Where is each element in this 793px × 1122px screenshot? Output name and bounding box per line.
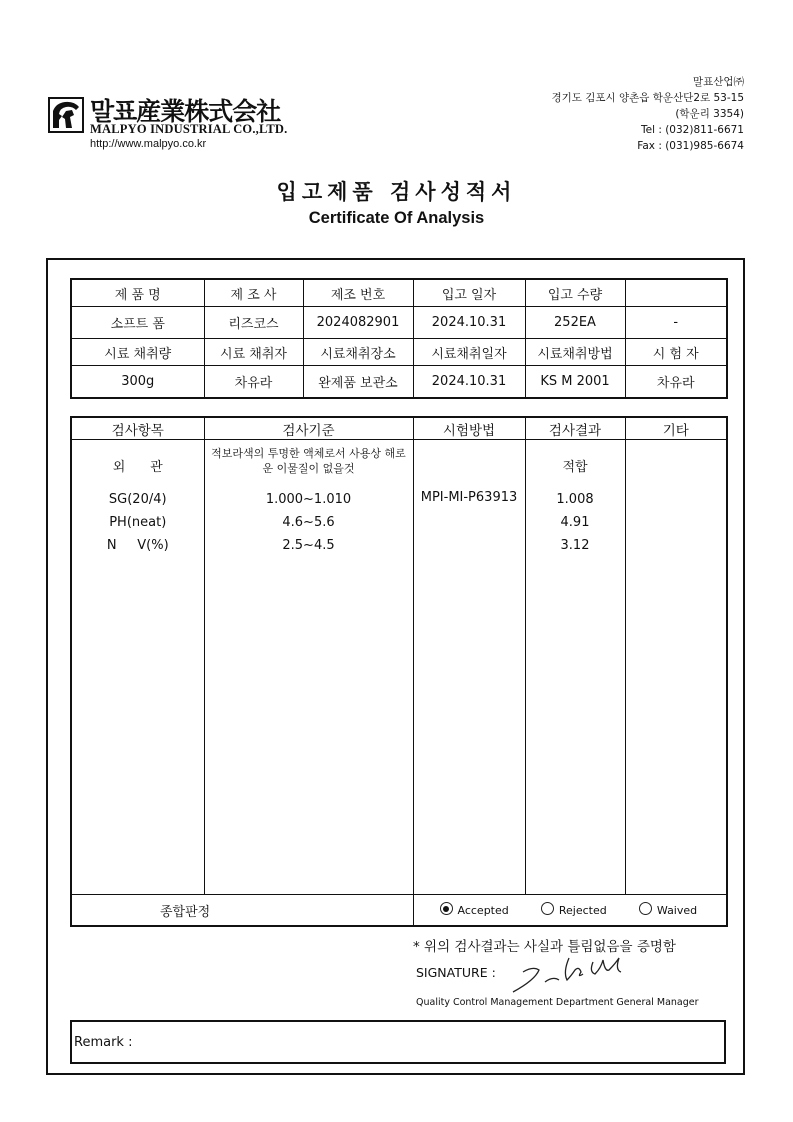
header-cell: 제조 번호 (303, 279, 413, 307)
method-sg: MPI-MI-P63913 (420, 490, 518, 505)
result-ph: 4.91 (560, 515, 590, 530)
header-cell: 입고 수량 (525, 279, 625, 307)
address-line: 말표산업㈜ (692, 76, 744, 88)
waived-option[interactable] (639, 902, 697, 917)
document-title-ko: 입고제품 검사성적서 (276, 180, 517, 204)
signature-icon (505, 950, 635, 995)
header-cell: 시 험 자 (625, 339, 727, 366)
header-cell: 기타 (625, 417, 727, 440)
address-line: Fax : (031)985-6674 (637, 140, 744, 152)
value-cell: 252EA (525, 307, 625, 339)
item-sg: SG(20/4) (108, 492, 167, 507)
radio-unchecked-icon[interactable] (541, 902, 554, 915)
company-logo-icon (48, 97, 84, 133)
radio-checked-icon[interactable] (440, 902, 453, 915)
header-cell: 검사기준 (204, 417, 413, 440)
standards-column (204, 440, 413, 895)
result-appearance: 적합 (562, 460, 588, 475)
company-address (551, 74, 744, 154)
company-name-ko: 말표産業株式会社 (90, 97, 281, 126)
address-line: Tel : (032)811-6671 (640, 124, 744, 136)
item-nv: N V(%) (106, 538, 169, 553)
rejected-option[interactable] (541, 902, 607, 917)
value-cell: 소프트 폼 (71, 307, 204, 339)
value-cell: 완제품 보관소 (303, 366, 413, 399)
standard-appearance: 적보라색의 투명한 액체로서 사용상 해로운 이물질이 없을것 (211, 447, 406, 475)
items-column (71, 440, 204, 895)
header-cell: 시험방법 (413, 417, 525, 440)
header-cell: 제 조 사 (204, 279, 303, 307)
signature-label: SIGNATURE : (416, 965, 496, 980)
value-cell: 300g (71, 366, 204, 399)
header-cell (625, 279, 727, 307)
header-cell: 시료채취장소 (303, 339, 413, 366)
standard-ph: 4.6~5.6 (282, 515, 335, 530)
header-cell: 시료채취일자 (413, 339, 525, 366)
judgement-options (413, 895, 727, 927)
option-label: Accepted (457, 904, 509, 917)
methods-column (413, 440, 525, 895)
item-ph: PH(neat) (109, 515, 167, 530)
accepted-option[interactable] (440, 902, 509, 917)
judgement-label: 종합판정 (71, 895, 413, 927)
header-cell: 제 품 명 (71, 279, 204, 307)
header-cell: 시료 채취자 (204, 339, 303, 366)
item-appearance: 외 관 (112, 460, 163, 475)
value-cell: KS M 2001 (525, 366, 625, 399)
header-cell: 검사항목 (71, 417, 204, 440)
option-label: Rejected (558, 904, 607, 917)
option-label: Waived (656, 904, 698, 917)
header-cell: 시료 채취량 (71, 339, 204, 366)
product-info-table (70, 278, 728, 399)
standard-nv: 2.5~4.5 (282, 538, 335, 553)
value-cell: 차유라 (204, 366, 303, 399)
certification-statement: * 위의 검사결과는 사실과 틀림없음을 증명함 (413, 939, 676, 955)
notes-column (625, 440, 727, 895)
radio-unchecked-icon[interactable] (639, 902, 652, 915)
company-name-en: MALPYO INDUSTRIAL CO.,LTD. (90, 122, 288, 136)
header-cell: 시료채취방법 (525, 339, 625, 366)
document-title-en: Certificate Of Analysis (308, 209, 485, 227)
header-cell: 입고 일자 (413, 279, 525, 307)
remark-label: Remark : (74, 1035, 133, 1050)
address-line: 경기도 김포시 양촌읍 학운산단2로 53-15 (551, 92, 744, 104)
value-cell: 2024.10.31 (413, 307, 525, 339)
department-title: Quality Control Management Department General Manager (416, 997, 699, 1008)
company-url: http://www.malpyo.co.kr (90, 138, 207, 150)
value-cell: 2024.10.31 (413, 366, 525, 399)
value-cell: 차유라 (625, 366, 727, 399)
address-line: (학운리 3354) (675, 108, 744, 120)
result-sg: 1.008 (556, 492, 594, 507)
result-nv: 3.12 (560, 538, 590, 553)
results-column (525, 440, 625, 895)
value-cell: 2024082901 (303, 307, 413, 339)
remark-box (70, 1020, 726, 1064)
standard-sg: 1.000~1.010 (265, 492, 352, 507)
value-cell: - (625, 307, 727, 339)
inspection-results-table (70, 416, 728, 927)
value-cell: 리즈코스 (204, 307, 303, 339)
header-cell: 검사결과 (525, 417, 625, 440)
